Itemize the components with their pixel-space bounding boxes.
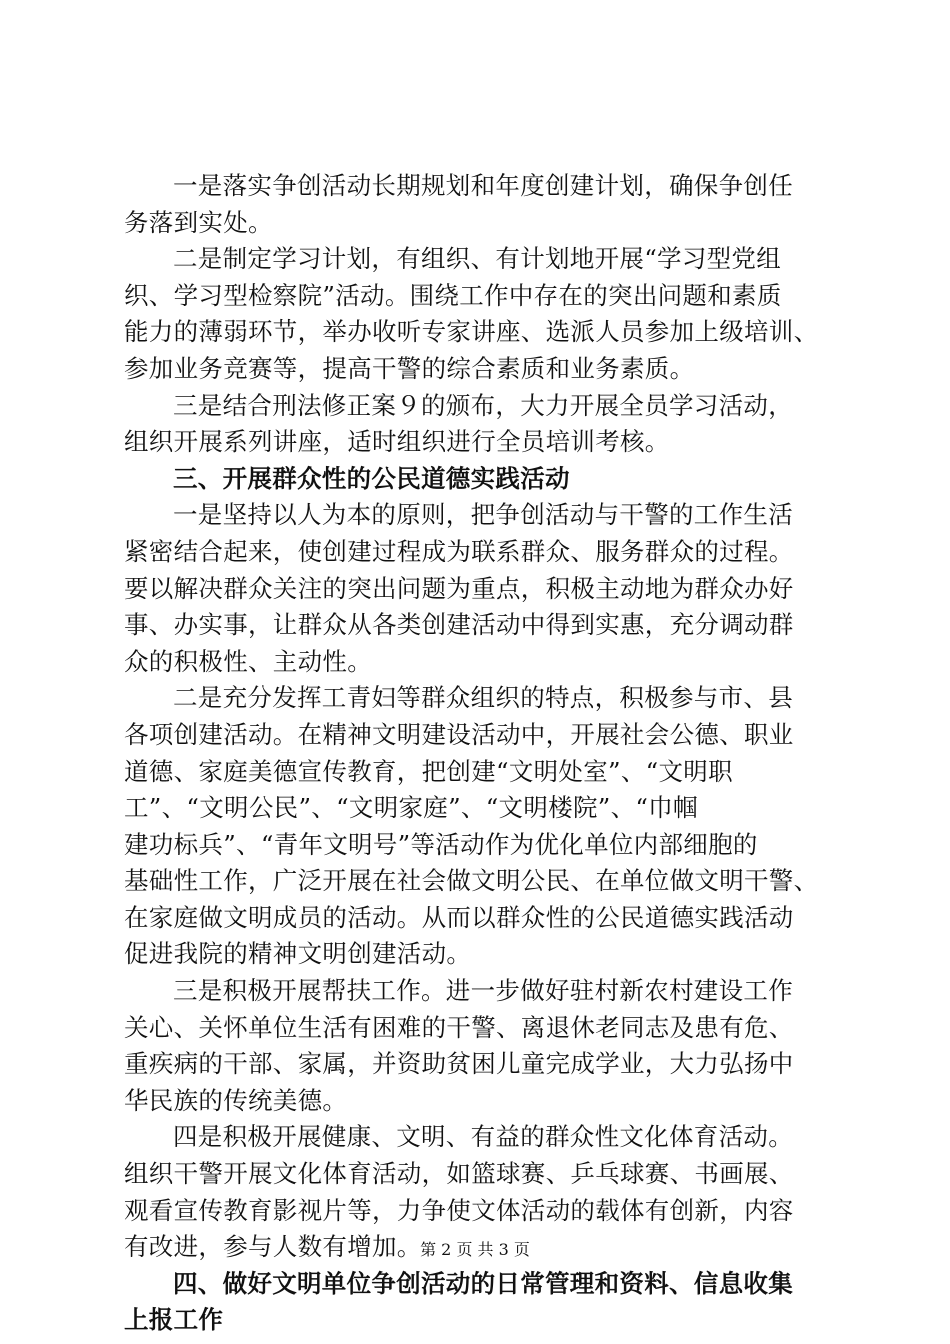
paragraph-1: 一是落实争创活动长期规划和年度创建计划，确保争创任 务落到实处。 (124, 171, 793, 237)
paragraph-4: 一是坚持以人为本的原则，把争创活动与干警的工作生活 紧密结合起来，使创建过程成为联系群众、服务群众的过程。 要以解决群众关注的突出问题为重点，积极主动地为群众办好 事、办实事，让群众从各类创建活动中得到实惠，充分调动群 众的积极性、主动性。 (124, 500, 794, 676)
section-heading-3: 三、开展群众性的公民道德实践活动 (173, 463, 570, 493)
paragraph-3: 三是结合刑法修正案９的颁布，大力开展全员学习活动， 组织开展系列讲座，适时组织进行全员培训考核。 (124, 390, 793, 457)
paragraph-6: 三是积极开展帮扶工作。进一步做好驻村新农村建设工作 关心、关怀单位生活有困难的干警、离退休老同志及患有危、 重疾病的干部、家属，并资助贫困儿童完成学业，大力弘扬中 华民族的传统美德。 (124, 976, 794, 1115)
paragraph-5: 二是充分发挥工青妇等群众组织的特点，积极参与市、县 各项创建活动。在精神文明建设活动中，开展社会公德、职业 道德、家庭美德宣传教育，把创建“文明处室”、“文明职 工”、“文明公民”、“文明家庭”、“文明楼院”、“巾帼 建功标兵”、“青年文明号”等活动作为优化单位内部细胞的 基础性工作，广泛开展在社会做文明公民、在单位做文明干警、 在家庭做文明成员的活动。从而以群众性的公民道德实践活动 促进我院的精神文明创建活动。 (124, 683, 819, 969)
section-heading-4: 四、做好文明单位争创活动的日常管理和资料、信息收集 上报工作 (124, 1268, 793, 1335)
paragraph-2: 二是制定学习计划，有组织、有计划地开展“学习型党组 织、学习型检察院”活动。围绕工作中存在的突出问题和素质 能力的薄弱环节，举办收听专家讲座、选派人员参加上级培训、 参加业务竞赛等，提高干警的综合素质和业务素质。 (124, 244, 819, 383)
document-body (124, 168, 830, 1339)
paragraph-7: 四是积极开展健康、文明、有益的群众性文化体育活动。 组织干警开展文化体育活动，如篮球赛、乒乓球赛、书画展、 观看宣传教育影视片等，力争使文体活动的载体有创新，内容 有改进，参与人数有增加。 (124, 1122, 794, 1262)
page-footer: 第 2 页 共 3 页 (420, 1240, 530, 1259)
